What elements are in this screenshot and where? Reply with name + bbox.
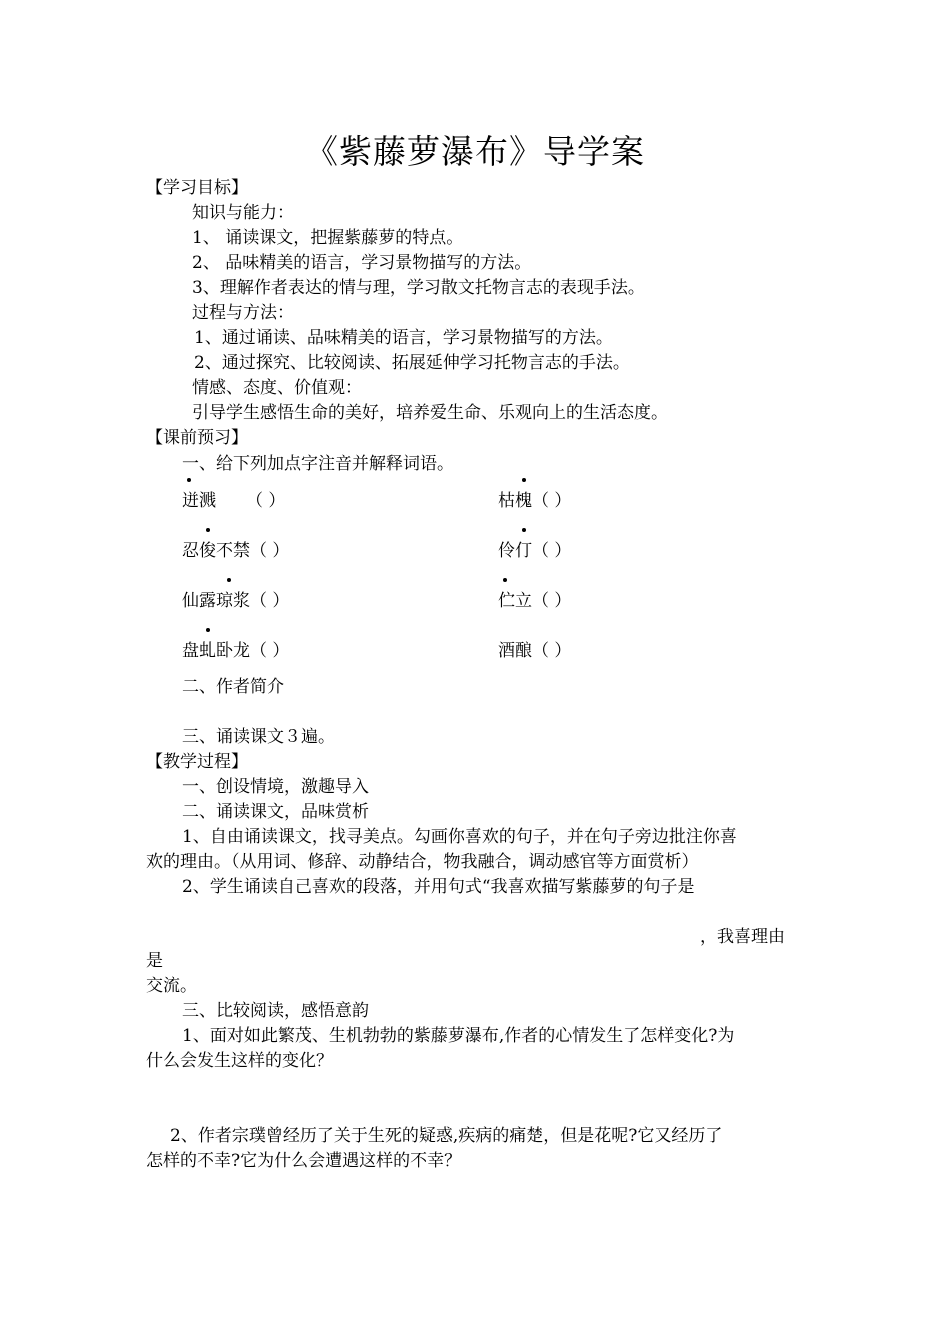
process-s2-1b: 欢的理由。（从用词、修辞、动静结合，物我融合，调动感官等方面赏析） — [146, 852, 699, 872]
emphasis-dot — [503, 578, 507, 582]
answer-blank: （ ） — [250, 641, 290, 661]
vocab-word: 忍俊不禁 — [182, 540, 250, 562]
emphasis-dot — [227, 578, 231, 582]
emphasis-dot — [522, 478, 526, 482]
process-s3: 三、比较阅读，感悟意韵 — [182, 1001, 369, 1021]
process-s2: 二、诵读课文，品味赏析 — [182, 802, 369, 822]
vocab-item — [182, 640, 289, 662]
vocab-item — [182, 590, 289, 612]
objective-p2: 2、通过探究、比较阅读、拓展延伸学习托物言志的手法。 — [194, 353, 630, 373]
objective-p1: 1、通过诵读、品味精美的语言，学习景物描写的方法。 — [194, 328, 613, 348]
preview-q3: 三、诵读课文３遍。 — [182, 727, 335, 747]
process-s3-1b: 什么会发生这样的变化？ — [146, 1051, 333, 1071]
process-s2-1a: 1、自由诵读课文，找寻美点。勾画你喜欢的句子，并在句子旁边批注你喜 — [182, 827, 737, 847]
objective-k3: 3、理解作者表达的情与理，学习散文托物言志的表现手法。 — [192, 278, 645, 298]
vocab-word: 伶仃 — [498, 540, 532, 562]
section-heading-objectives: 【学习目标】 — [146, 178, 248, 198]
vocab-word: 仙露琼浆 — [182, 590, 250, 612]
preview-q2: 二、作者简介 — [182, 677, 284, 697]
process-s2-2-reason: ，我喜理由 — [700, 927, 785, 947]
answer-blank: （ ） — [532, 491, 572, 511]
vocab-item — [182, 540, 289, 562]
answer-blank: （ ） — [532, 541, 572, 561]
knowledge-label: 知识与能力： — [192, 203, 294, 223]
vocab-item — [182, 490, 285, 512]
section-heading-preview: 【课前预习】 — [146, 428, 248, 448]
vocab-word: 伫立 — [498, 590, 532, 612]
vocab-word: 盘虬卧龙 — [182, 640, 250, 662]
process-s3-1a: 1、面对如此繁茂、生机勃勃的紫藤萝瀑布,作者的心情发生了怎样变化?为 — [182, 1026, 735, 1046]
process-label: 过程与方法： — [192, 303, 294, 323]
process-s3-2b: 怎样的不幸?它为什么会遭遇这样的不幸？ — [146, 1151, 462, 1171]
document-title: 《紫藤萝瀑布》导学案 — [305, 132, 645, 171]
answer-blank: （ ） — [250, 541, 290, 561]
objective-k1: 1、 诵读课文，把握紫藤萝的特点。 — [192, 228, 464, 248]
answer-blank: （ ） — [532, 591, 572, 611]
vocab-item — [498, 490, 571, 512]
process-s2-2: 2、学生诵读自己喜欢的段落，并用句式“我喜欢描写紫藤萝的句子是 — [182, 877, 695, 897]
objective-k2: 2、 品味精美的语言，学习景物描写的方法。 — [192, 253, 532, 273]
emphasis-dot — [187, 478, 191, 482]
answer-blank: （ ） — [246, 491, 286, 511]
emphasis-dot — [522, 528, 526, 532]
vocab-word: 枯槐 — [498, 490, 532, 512]
vocab-item — [498, 640, 571, 662]
vocab-word: 酒酿 — [498, 641, 532, 661]
emphasis-dot — [206, 628, 210, 632]
process-s2-2-end: 交流。 — [146, 976, 197, 996]
emotion-label: 情感、态度、价值观： — [192, 378, 362, 398]
section-heading-process: 【教学过程】 — [146, 752, 248, 772]
process-s2-2-is: 是 — [146, 951, 163, 971]
process-s3-2a: 2、作者宗璞曾经历了关于生死的疑惑,疾病的痛楚，但是花呢?它又经历了 — [170, 1126, 723, 1146]
vocab-word: 迸溅 — [182, 490, 216, 512]
objective-e1: 引导学生感悟生命的美好，培养爱生命、乐观向上的生活态度。 — [192, 403, 668, 423]
vocab-item — [498, 590, 571, 612]
process-s1: 一、创设情境，激趣导入 — [182, 777, 369, 797]
emphasis-dot — [206, 528, 210, 532]
answer-blank: （ ） — [250, 591, 290, 611]
answer-blank: （ ） — [532, 641, 572, 661]
preview-q1: 一、给下列加点字注音并解释词语。 — [182, 454, 454, 474]
vocab-item — [498, 540, 571, 562]
